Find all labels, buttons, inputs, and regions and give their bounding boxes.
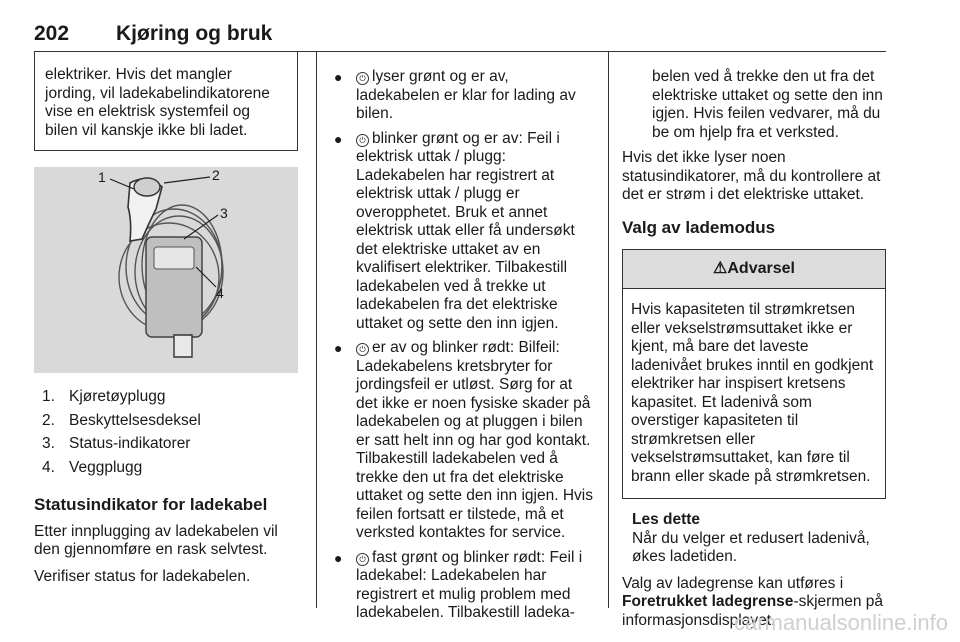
warning-box	[622, 249, 886, 499]
status-bullet: ● ⏻ fast grønt og blinker rødt: Feil i ladekabel: Ladekabelen har registrert et mulig problem med ladekabelen. Tilbakestill ladeka-	[334, 548, 583, 621]
callout-2: 2	[212, 167, 220, 183]
paragraph: Hvis det ikke lyser noen statusindikatorer, må du kontrollere at det er strøm i det elektriske uttaket.	[622, 149, 881, 203]
status-bullet: ● ⏻ blinker grønt og er av: Feil i elektrisk uttak / plugg: Ladekabelen har registrert at elektrisk uttak / plugg er overopphetet. Bruk et annet elektrisk uttak eller få undersøkt det elektriske uttaket av en kvalifisert elektriker. Tilbakestill ladekabelen ved å trekke ut ladekabelen fra det elektriske uttaket og sette den inn igjen.	[334, 129, 575, 332]
callout-4: 4	[216, 285, 224, 301]
wall-plug	[174, 335, 192, 357]
menu-reference: Foretrukket ladegrense	[622, 593, 794, 610]
list-item: 1. Kjøretøyplugg	[42, 388, 166, 405]
warning-icon: ⚠	[713, 260, 728, 277]
note-text: Når du velger et redusert ladenivå, økes ladetiden.	[632, 529, 870, 565]
warning-continued-text: elektriker. Hvis det mangler jording, vil ladekabelindikatorene vise en elektrisk systemfeil og bilen vil kanskje ikke bli ladet.	[45, 66, 270, 139]
warning-title: Advarsel	[727, 260, 795, 277]
status-bullet: ● ⏻ er av og blinker rødt: Bilfeil: Ladekabelens kretsbryter for jordingsfeil er utløst. Sørg for at det ikke er noen fysiske skader på ladekabelen og at pluggen i bilen er satt helt inn og har god kontakt. Tilbakestill ladekabelen ved å trekke den ut fra det elektriske uttaket og sette den inn igjen. Hvis feilen fortsatt er tilstede, må et verksted kontaktes for service.	[334, 339, 593, 541]
status-bullet: ● ⏻ lyser grønt og er av, ladekabelen er klar for lading av bilen.	[334, 68, 576, 122]
paragraph: Valg av ladegrense kan utføres i Foretrukket ladegrense-skjermen på informasjonsdisplayet.	[622, 574, 884, 629]
warning-body	[623, 289, 885, 498]
section-heading: Valg av lademodus	[622, 217, 776, 237]
column-1	[34, 52, 298, 151]
bullet-dot: ●	[334, 69, 343, 85]
warning-continued-box	[34, 52, 298, 151]
warning-header	[623, 250, 885, 289]
list-item: 4. Veggplugg	[42, 458, 143, 476]
column-3	[622, 68, 886, 630]
power-icon: ⏻	[356, 553, 369, 566]
page-header	[34, 22, 886, 52]
bullet-dot: ●	[334, 549, 343, 566]
charging-cable-illustration	[34, 167, 298, 373]
note-block	[622, 511, 886, 567]
bullet-dot: ●	[334, 340, 343, 356]
callout-1: 1	[98, 169, 106, 185]
page-number: 202	[34, 22, 70, 45]
note-title: Les dette	[632, 511, 701, 528]
warning-text: Hvis kapasiteten til strømkretsen eller vekselstrømsuttaket ikke er kjent, må bare det laveste ladenivået brukes inntil en godkjent elektriker har inspisert kretsens kapasitet. Et ladenivå som overstiger kapasiteten til strømkretsen eller vekselstrømsuttaket, kan føre til brann eller skade på strømkretsen.	[631, 301, 874, 485]
list-item: 2. Beskyttelsesdeksel	[42, 411, 201, 429]
column-separator	[316, 52, 317, 608]
callout-3: 3	[220, 205, 228, 221]
column-separator	[608, 52, 609, 608]
paragraph: Verifiser status for ladekabelen.	[34, 567, 251, 585]
figure-caption-list	[34, 388, 298, 482]
paragraph: Etter innplugging av ladekabelen vil den gjennomføre en rask selvtest.	[34, 522, 278, 558]
column-1-lower	[34, 388, 298, 586]
power-icon: ⏻	[356, 72, 369, 85]
list-item: 3. Status-indikatorer	[42, 435, 191, 452]
section-heading: Statusindikator for ladekabel	[34, 495, 268, 514]
power-icon: ⏻	[356, 343, 369, 356]
charging-cable-figure	[34, 167, 298, 373]
bullet-continued-text: belen ved å trekke den ut fra det elektriske uttaket og sette den inn igjen. Hvis feilen vedvarer, må du be om hjelp fra et verksted.	[652, 68, 883, 141]
watermark: carmanualsonline.info	[733, 610, 948, 635]
bullet-dot: ●	[334, 130, 343, 147]
section-title: Kjøring og bruk	[116, 22, 273, 45]
column-2	[334, 68, 596, 623]
power-icon: ⏻	[356, 134, 369, 147]
